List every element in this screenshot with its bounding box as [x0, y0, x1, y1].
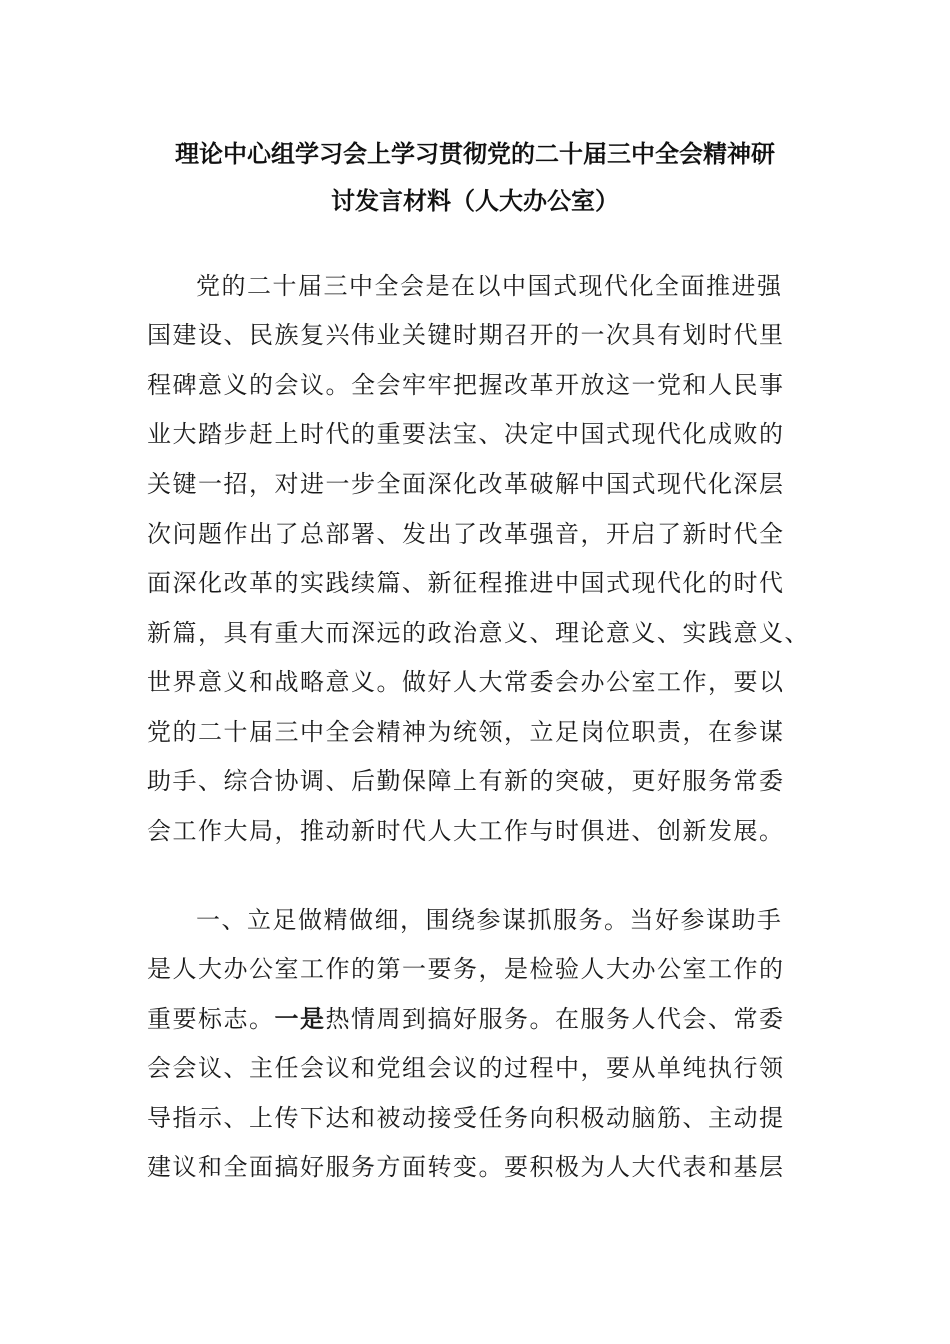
paragraph-2-line-6: 建议和全面搞好服务方面转变。要积极为人大代表和基层 — [147, 1153, 785, 1181]
paragraph-2-line-3-rest: 热情周到搞好服务。在服务人代会、常委 — [325, 1005, 785, 1033]
paragraph-1-line-12: 会工作大局，推动新时代人大工作与时俱进、创新发展。 — [147, 817, 785, 845]
paragraph-2-line-2: 是人大办公室工作的第一要务，是检验人大办公室工作的 — [147, 955, 785, 983]
paragraph-2-line-3-prefix: 重要标志。 — [147, 1005, 275, 1033]
paragraph-1-line-9: 世界意义和战略意义。做好人大常委会办公室工作，要以 — [147, 668, 785, 696]
paragraph-1-line-10: 党的二十届三中全会精神为统领，立足岗位职责，在参谋 — [147, 718, 785, 746]
paragraph-2-line-1: 一、立足做精做细，围绕参谋抓服务。当好参谋助手 — [196, 906, 783, 934]
paragraph-1-line-6: 次问题作出了总部署、发出了改革强音，开启了新时代全 — [147, 520, 785, 548]
paragraph-1-line-5: 关键一招，对进一步全面深化改革破解中国式现代化深层 — [147, 470, 785, 498]
paragraph-1-line-7: 面深化改革的实践续篇、新征程推进中国式现代化的时代 — [147, 569, 785, 597]
paragraph-1-line-3: 程碑意义的会议。全会牢牢把握改革开放这一党和人民事 — [147, 371, 785, 399]
paragraph-2-line-5: 导指示、上传下达和被动接受任务向积极动脑筋、主动提 — [147, 1104, 785, 1132]
paragraph-2-emphasis: 一是 — [274, 1005, 326, 1033]
document-title-line-2: 讨发言材料（人大办公室） — [331, 187, 619, 215]
paragraph-1-line-4: 业大踏步赶上时代的重要法宝、决定中国式现代化成败的 — [147, 420, 785, 448]
paragraph-2-line-3 — [147, 995, 785, 1043]
paragraph-1-line-2: 国建设、民族复兴伟业关键时期召开的一次具有划时代里 — [147, 321, 785, 349]
paragraph-2-line-4: 会会议、主任会议和党组会议的过程中，要从单纯执行领 — [147, 1054, 785, 1082]
paragraph-1-line-8: 新篇，具有重大而深远的政治意义、理论意义、实践意义、 — [147, 619, 810, 647]
document-title-line-1: 理论中心组学习会上学习贯彻党的二十届三中全会精神研 — [175, 140, 775, 168]
paragraph-1-line-11: 助手、综合协调、后勤保障上有新的突破，更好服务常委 — [147, 767, 785, 795]
paragraph-1-line-1: 党的二十届三中全会是在以中国式现代化全面推进强 — [196, 272, 783, 300]
